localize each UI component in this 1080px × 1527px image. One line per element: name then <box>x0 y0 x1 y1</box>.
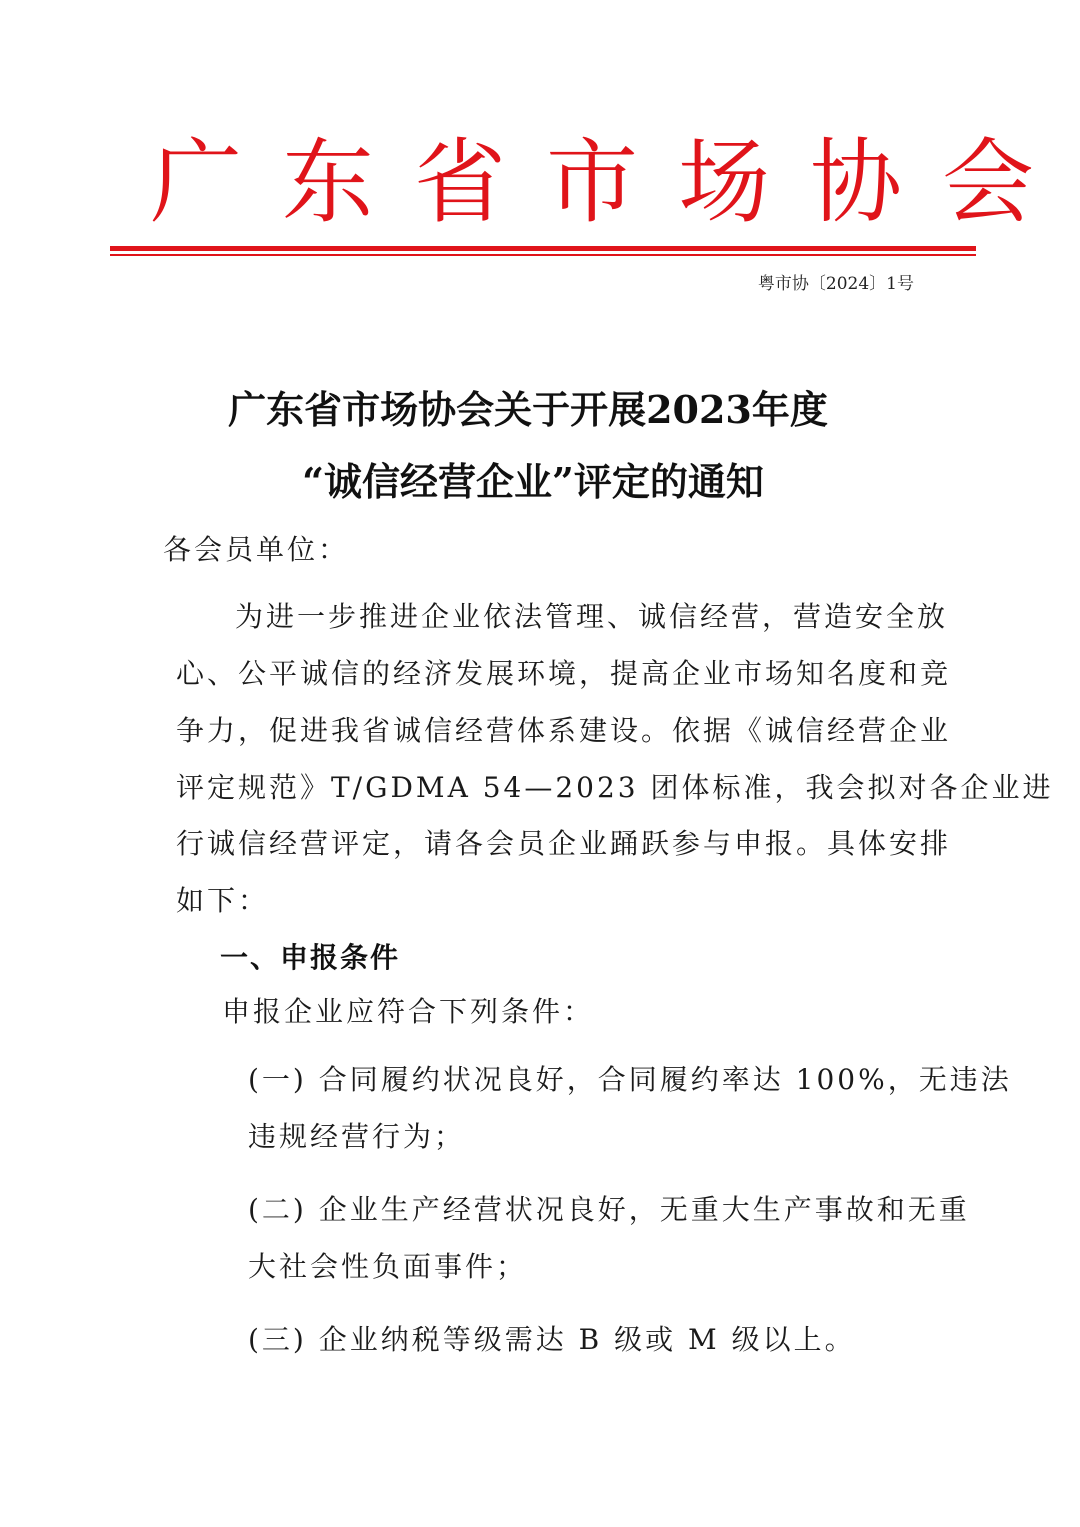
salutation: 各会员单位： <box>163 533 350 566</box>
section-heading: 一、申报条件 <box>220 941 401 974</box>
condition-2-line-1: (二) 企业生产经营状况良好，无重大生产事故和无重 <box>248 1193 970 1226</box>
condition-1-line-1: (一) 合同履约状况良好，合同履约率达 100%，无违法 <box>248 1063 1012 1096</box>
condition-3-line-1: (三) 企业纳税等级需达 B 级或 M 级以上。 <box>248 1323 856 1356</box>
title-line-1: 广东省市场协会关于开展2023年度 <box>228 387 828 432</box>
org-header: 广东省市场协会 <box>150 129 1075 236</box>
doc-number: 粤市协〔2024〕1号 <box>757 274 914 294</box>
intro-line: 评定规范》T/GDMA 54—2023 团体标准，我会拟对各企业进 <box>176 771 1054 804</box>
header-rule-thick <box>110 246 976 251</box>
intro-line: 争力，促进我省诚信经营体系建设。依据《诚信经营企业 <box>176 714 952 747</box>
condition-2-line-2: 大社会性负面事件； <box>248 1250 528 1283</box>
intro-line: 如下： <box>176 884 270 917</box>
intro-line: 行诚信经营评定，请各会员企业踊跃参与申报。具体安排 <box>176 827 952 860</box>
intro-line: 为进一步推进企业依法管理、诚信经营，营造安全放 <box>235 600 949 633</box>
section-lead: 申报企业应符合下列条件： <box>222 995 595 1028</box>
title-line-2: “诚信经营企业”评定的通知 <box>302 459 764 504</box>
condition-1-line-2: 违规经营行为； <box>248 1120 466 1153</box>
intro-line: 心、公平诚信的经济发展环境，提高企业市场知名度和竞 <box>176 657 952 690</box>
header-rule-thin <box>110 254 976 256</box>
